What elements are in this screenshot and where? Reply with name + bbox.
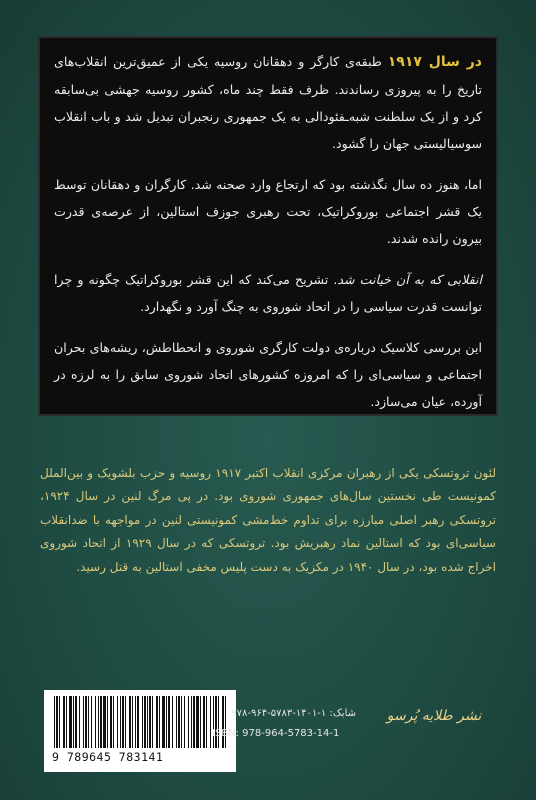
isbn-latin: ISBN: 978-964-5783-14-1: [212, 728, 340, 739]
isbn-persian: شابک: ۱-۱۴۰۱-۵۷۸۳-۹۶۴-۹۷۸: [231, 708, 356, 719]
blurb-paragraph-4: این بررسی کلاسیک درباره‌ی دولت کارگری شوروی و انحطاطش، ریشه‌های بحران اجتماعی و سیاسی‌ای را که امروزه کشورهای اتحاد شوروی سابق را به لرزه در آورده، عیان می‌سازد.: [54, 340, 482, 409]
blurb-year-accent: در سال ۱۹۱۷: [387, 54, 482, 70]
blurb-paragraph-1: [54, 48, 482, 157]
blurb-paragraph-2: اما، هنوز ده سال نگذشته بود که ارتجاع وارد صحنه شد. کارگران و دهقانان توسط یک قشر اجتماعی بوروکراتیک، تحت رهبری جوزف استالین، از عرصه‌ی قدرت بیرون رانده شدند.: [54, 177, 482, 246]
blurb-box: [38, 36, 498, 416]
barcode-box: [44, 690, 236, 772]
author-bio: لئون تروتسکی یکی از رهبران مرکزی انقلاب اکتبر ۱۹۱۷ روسیه و حزب بلشویک و بین‌الملل کمونیست طی نخستین سال‌های جمهوری شوروی بود. در پی مرگ لنین در سال ۱۹۲۴، تروتسکی رهبر اصلی مبارزه برای تداوم خط‌مشی کمونیستی لنین در مواجهه با ضدانقلاب سیاسی‌ای بود که استالین نماد رهبریش بود. تروتسکی که در سال ۱۹۲۹ از اتحاد شوروی اخراج شده بود، در سال ۱۹۴۰ در مکزیک به دست پلیس مخفی استالین به قتل رسید.: [40, 466, 496, 574]
publisher-logo: نشر طلایه پُرسو: [386, 708, 482, 724]
barcode-number: 9 789645 783141: [52, 750, 164, 764]
blurb-paragraph-3: [54, 266, 482, 320]
blurb-paragraph-1-text: طبقه‌ی کارگر و دهقانان روسیه یکی از عمیق‌ترین انقلاب‌های تاریخ را به پیروزی رساندند. ظرف فقط چند ماه، کشور روسیه جهشی بی‌سابقه کرد و از یک سلطنت شبه‌ـفئودالی به یک جمهوری رنجبران تبدیل شد و باب انقلاب سوسیالیستی جهان را گشود.: [54, 54, 482, 151]
blurb-paragraph-3-text: . تشریح می‌کند که این قشر بوروکراتیک چگونه و چرا توانست قدرت سیاسی را در اتحاد شوروی به چنگ آورد و نگهدارد.: [54, 272, 482, 314]
book-title-mention: انقلابی که به آن خیانت شد: [337, 272, 482, 287]
barcode-icon: [52, 696, 228, 748]
